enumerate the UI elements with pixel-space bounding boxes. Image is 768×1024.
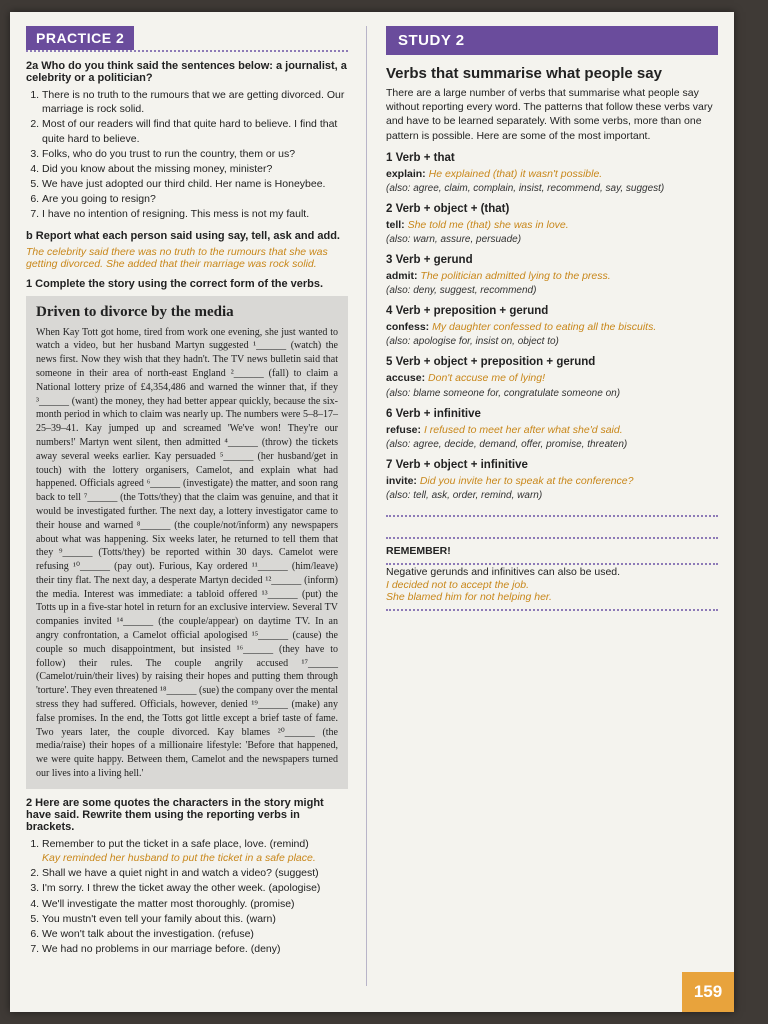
pattern-example-label: refuse: (386, 423, 422, 436)
pattern-also: (also: deny, suggest, recommend) (386, 285, 537, 297)
pattern-example: Did you invite her to speak at the conference? (419, 474, 634, 487)
pattern-title: 3 Verb + gerund (386, 254, 473, 267)
pattern-block (386, 203, 718, 245)
pattern-also: (also: agree, claim, complain, insist, recommend, say, suggest) (386, 182, 665, 194)
list-item: 7. We had no problems in our marriage before. (deny) (42, 942, 348, 956)
pattern-title: 1 Verb + that (386, 151, 455, 164)
list-item: 4. Did you know about the missing money, minister? (42, 162, 348, 176)
pattern-example-line (386, 371, 718, 385)
pattern-also: (also: agree, decide, demand, offer, promise, threaten) (386, 438, 628, 450)
pattern-title: 7 Verb + object + infinitive (386, 458, 528, 471)
pattern-example-line (386, 474, 718, 488)
pattern-example: The politician admitted lying to the press. (420, 270, 611, 283)
study-intro: There are a large number of verbs that summarise what people say without reporting every word. The patterns that follow these verbs vary and have to be learned separately. With some verbs, more than one pattern is possible. Here are some of the most important. (386, 87, 713, 142)
remember-text: Negative gerunds and infinitives can also be used. (386, 565, 621, 578)
pattern-example-line (386, 218, 718, 232)
list-item (42, 837, 348, 865)
question-2a-list (26, 88, 348, 222)
item-text: Remember to put the ticket in a safe place, love. (remind) (42, 837, 309, 850)
pattern-example: Don't accuse me of lying! (428, 372, 546, 385)
question-2-list (26, 837, 348, 956)
question-2b: b Report what each person said using say, tell, ask and add. (26, 229, 340, 242)
pattern-example-label: admit: (386, 270, 418, 283)
pattern-also: (also: blame someone for, congratulate someone on) (386, 387, 621, 399)
question-2: 2 Here are some quotes the characters in the story might have said. Rewrite them using the reporting verbs in brackets. (26, 796, 324, 833)
question-2-example: Kay reminded her husband to put the ticket in a safe place. (42, 852, 316, 865)
pattern-example-label: tell: (386, 218, 405, 231)
pattern-block (386, 356, 718, 398)
pattern-example-line (386, 320, 718, 334)
list-item: 3. Folks, who do you trust to run the country, them or us? (42, 147, 348, 161)
pattern-title: 4 Verb + preposition + gerund (386, 305, 549, 318)
list-item: 2. Shall we have a quiet night in and watch a video? (suggest) (42, 866, 348, 880)
pattern-example-label: invite: (386, 474, 417, 487)
list-item: 5. We have just adopted our third child. Her name is Honeybee. (42, 177, 348, 191)
pattern-example-label: explain: (386, 167, 426, 180)
pattern-title: 5 Verb + object + preposition + gerund (386, 356, 596, 369)
pattern-example-line (386, 423, 718, 437)
pattern-block (386, 254, 718, 296)
pattern-block (386, 459, 718, 501)
pattern-example-line (386, 269, 718, 283)
pattern-block (386, 152, 718, 194)
question-2a: 2a Who do you think said the sentences below: a journalist, a celebrity or a politician? (26, 60, 347, 84)
list-item: 4. We'll investigate the matter most thoroughly. (promise) (42, 897, 348, 911)
study-heading: Verbs that summarise what people say (386, 65, 662, 82)
pattern-also: (also: apologise for, insist on, object to) (386, 336, 559, 348)
list-item: 6. Are you going to resign? (42, 192, 348, 206)
study-tag: STUDY 2 (386, 26, 718, 55)
list-item: 7. I have no intention of resigning. This mess is not my fault. (42, 207, 348, 221)
remember-label: REMEMBER! (386, 537, 718, 565)
page-number: 159 (682, 972, 734, 1012)
remember-example: I decided not to accept the job. (386, 579, 530, 592)
list-item: 3. I'm sorry. I threw the ticket away the other week. (apologise) (42, 881, 348, 895)
pattern-example-line (386, 167, 718, 181)
story-box (26, 296, 348, 789)
pattern-block (386, 305, 718, 347)
textbook-page (10, 12, 734, 1012)
pattern-list (386, 152, 718, 501)
pattern-example-label: confess: (386, 321, 430, 334)
practice-header (26, 26, 348, 52)
list-item: 1. There is no truth to the rumours that we are getting divorced. Our marriage is rock solid. (42, 88, 348, 116)
pattern-title: 2 Verb + object + (that) (386, 202, 510, 215)
practice-tag: PRACTICE 2 (26, 26, 134, 50)
list-item: 5. You mustn't even tell your family about this. (warn) (42, 912, 348, 926)
pattern-also: (also: warn, assure, persuade) (386, 234, 522, 246)
pattern-example-label: accuse: (386, 372, 426, 385)
column-divider (366, 26, 367, 986)
pattern-example: He explained (that) it wasn't possible. (428, 167, 603, 180)
remember-box (386, 515, 718, 611)
pattern-block (386, 408, 718, 450)
list-item: 2. Most of our readers will find that quite hard to believe. I find that quite hard to believe. (42, 117, 348, 145)
pattern-example: My daughter confessed to eating all the biscuits. (432, 321, 657, 334)
story-body: When Kay Tott got home, tired from work one evening, she just wanted to watch a video, but her husband Martyn suggested ¹______ (watch) the news first. Now they wish that they hadn't. The TV news bulletin said that someone in their area of north-east England ²______ (fall) to claim a National lottery prize of £4,354,486 and warned the winner that, if they ³______ (want) the money, they had better appear quickly, because the six-month period in which to claim was nearly up. The numbers were 5–8–17–25–39–41. Kay jumped up and screamed 'We've won! They're our numbers!' Martyn went silent, then admitted ⁴______ (throw) the tickets away several weeks earlier. Kay persuaded ⁵______ (her husband/get in touch) with the lottery organisers, Camelot, and explain what had happened. Officials agreed ⁶______ (investigate) the matter, and soon rang back to tell ⁷______ (the Totts/they) that the claim was genuine, and that it would be investigated further. The next day, a lottery investigator came to their house and warned ⁸______ (the couple/not/inform) any newspapers about what was happening. Six weeks later, he returned to tell them that they ⁹______ (Totts/they) be reported within 30 days. Camelot were refusing ¹⁰______ (pay out). Furious, Kay ordered ¹¹______ (him/leave) their tiny flat. The next day, a desperate Martyn decided ¹²______ (inform) the media. Interest was immediate: a tabloid offered ¹³______ (put) the Totts up in a five-star hotel in return for an exclusive interview. Several TV companies invited ¹⁴______ (the couple/appear) on daytime TV. In an angry confrontation, a Camelot official apologised ¹⁵______ (cause) the couple so much disappointment, but insisted ¹⁶______ (they have to follow) their rules. The couple angrily accused ¹⁷______ (Camelot/ruin/their lives) by raising their hopes and putting them through 'torture'. They even threatened ¹⁸______ (sue) the company over the mental stress they had suffered. Officials, however, denied ¹⁹______ (make) any false promises. In the end, the Totts got little except a brief taste of fame. Two years later, the couple divorced. Kay blames ²⁰______ (the media/raise) their hopes of a millionaire lifestyle: 'Before that happened, we were quite happy. Between them, Camelot and the newspapers turned our lives into a living hell.' (36, 326, 338, 780)
pattern-example: I refused to meet her after what she'd said. (423, 423, 623, 436)
question-2b-example: The celebrity said there was no truth to the rumours that she was getting divorced. She added that their marriage was rock solid. (26, 245, 328, 270)
practice-column (26, 26, 348, 957)
remember-example: She blamed him for not helping her. (386, 591, 552, 604)
story-title: Driven to divorce by the media (36, 303, 234, 320)
question-1: 1 Complete the story using the correct form of the verbs. (26, 277, 324, 290)
list-item: 6. We won't talk about the investigation. (refuse) (42, 927, 348, 941)
pattern-title: 6 Verb + infinitive (386, 407, 481, 420)
study-column (386, 26, 718, 611)
pattern-example: She told me (that) she was in love. (407, 218, 569, 231)
pattern-also: (also: tell, ask, order, remind, warn) (386, 489, 543, 501)
